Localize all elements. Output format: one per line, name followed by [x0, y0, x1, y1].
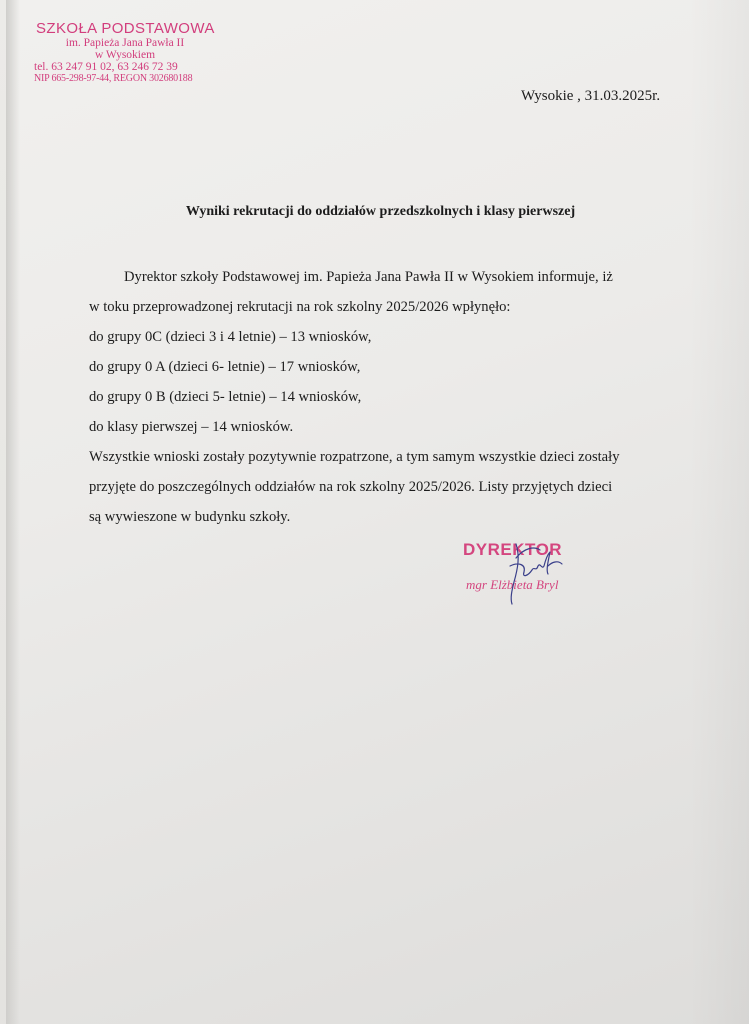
- stamp-town: w Wysokiem: [94, 49, 156, 61]
- stamp-ids: NIP 665-298-97-44, REGON 302680188: [34, 73, 193, 84]
- document-heading: Wyniki rekrutacji do oddziałów przedszkolnych i klasy pierwszej: [185, 204, 576, 219]
- handwritten-signature: [488, 536, 598, 608]
- list-item-group-0b: do grupy 0 B (dzieci 5- letnie) – 14 wniosków,: [89, 389, 362, 405]
- document-date: Wysokie , 31.03.2025r.: [521, 88, 661, 104]
- stamp-phone: tel. 63 247 91 02, 63 246 72 39: [34, 61, 178, 73]
- stamp-patron: im. Papieża Jana Pawła II: [65, 37, 185, 49]
- page-fold-shadow: [689, 0, 749, 1024]
- page-edge-shadow: [6, 0, 20, 1024]
- paragraph-conclusion-line-3: są wywieszone w budynku szkoły.: [89, 509, 291, 525]
- director-stamp-title: DYREKTOR: [463, 540, 563, 559]
- list-item-group-0a: do grupy 0 A (dzieci 6- letnie) – 17 wniosków,: [89, 359, 361, 375]
- paragraph-conclusion-line-2: przyjęte do poszczególnych oddziałów na rok szkolny 2025/2026. Listy przyjętych dzieci: [89, 479, 613, 495]
- paragraph-intro-line-1: Dyrektor szkoły Podstawowej im. Papieża Jana Pawła II w Wysokiem informuje, iż: [124, 269, 613, 285]
- stamp-school-name: SZKOŁA PODSTAWOWA: [36, 20, 215, 37]
- document-body: [89, 262, 669, 532]
- director-stamp-name: mgr Elżbieta Bryl: [466, 577, 559, 592]
- school-stamp: [30, 20, 220, 84]
- list-item-class-1: do klasy pierwszej – 14 wniosków.: [89, 419, 294, 435]
- paragraph-conclusion-line-1: Wszystkie wnioski zostały pozytywnie rozpatrzone, a tym samym wszystkie dzieci zostały: [89, 449, 620, 465]
- list-item-group-0c: do grupy 0C (dzieci 3 i 4 letnie) – 13 wniosków,: [89, 329, 372, 345]
- paragraph-intro-line-2: w toku przeprowadzonej rekrutacji na rok szkolny 2025/2026 wpłynęło:: [89, 299, 511, 315]
